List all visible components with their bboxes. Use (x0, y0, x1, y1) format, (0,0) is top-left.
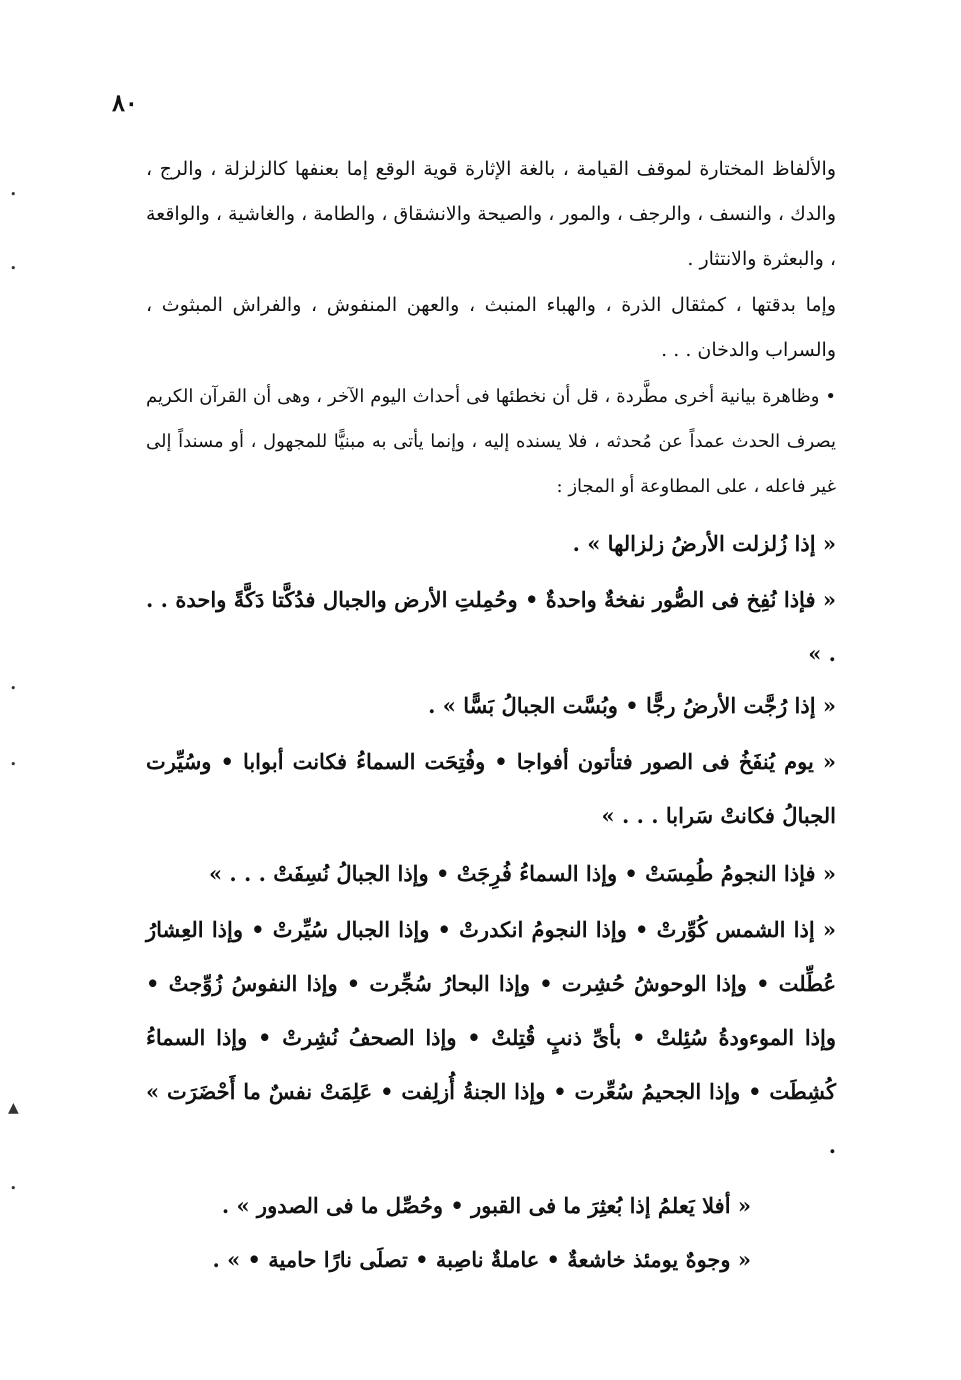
paragraph-passive-voice: • وظاهرة بيانية أخرى مطَّردة ، قل أن نخطئها فى أحداث اليوم الآخر ، وهى أن القرآن الكريم يصرف الحدث عمداً عن مُحدثه ، فلا يسنده إليه ، وإنما يأتى به مبنيًّا للمجهول ، أو مسنداً إلى غير فاعله ، على المطاوعة أو المجاز : (146, 386, 836, 497)
quran-quote-ghashiyah: « وجوهٌ يومئذ خاشعةٌ • عاملةٌ ناصِبة • تصلَى نارًا حامية • » . (212, 1247, 751, 1272)
paragraph-subtlety: وإما بدقتها ، كمثقال الذرة ، والهباء المنبث ، والعهن المنفوش ، والفراش المبثوث ، والسراب والدخان . . . (146, 294, 836, 361)
margin-mark: • (10, 682, 17, 695)
quran-quote-adiyat: « أفلا يَعلمُ إذا بُعثِرَ ما فى القبور • وحُصِّل ما فى الصدور » . (221, 1193, 751, 1218)
paragraph-intensity: والألفاظ المختارة لموقف القيامة ، بالغة الإثارة قوية الوقع إما بعنفها كالزلزلة ، والرج ، والدك ، والنسف ، والرجف ، والمور ، والصيحة والانشقاق ، والطامة ، والغاشية ، والواقعة ، والبعثرة والانتثار . (146, 158, 836, 270)
margin-mark: ▲ (8, 1100, 19, 1116)
quran-quote-takwir: « إذا الشمس كُوِّرتْ • وإذا النجومُ انكدرتْ • وإذا الجبال سُيِّرتْ • وإذا العِشارُ عُطِّلت • وإذا الوحوشُ حُشِرت • وإذا البحارُ سُجِّرت • وإذا النفوسُ زُوِّجتْ • وإذا الموءودةُ سُئِلتْ • بأىِّ ذنبٍ قُتِلتْ • وإذا الصحفُ نُشِرتْ • وإذا السماءُ كُشِطَت • وإذا الجحيمُ سُعِّرت • وإذا الجنةُ أُزلِفت • عَلِمَتْ نفسٌ ما أَحْضَرَت » . (146, 917, 836, 1158)
margin-mark: • (10, 758, 17, 771)
quran-quote-naba: « يوم يُنفَخُ فى الصور فتأتون أفواجا • وفُتِحَت السماءُ فكانت أبوابا • وسُيِّرت الجبالُ فكانتْ سَرابا . . . » (146, 749, 836, 828)
margin-mark: • (10, 262, 17, 275)
margin-mark: • (10, 188, 17, 201)
quran-quote-waqiah: « إذا رُجَّت الأرضُ رجًّا • وبُسَّت الجبالُ بَسًّا » . (428, 693, 836, 718)
quran-quote-zalzalah: « إذا زُلزلت الأرضُ زلزالها » . (572, 531, 836, 556)
quran-quote-mursalat: « فإذا النجومُ طُمِسَتْ • وإذا السماءُ فُرِجَتْ • وإذا الجبالُ نُسِفَتْ . . . » (208, 861, 836, 886)
margin-mark: • (10, 1182, 17, 1195)
page-number: ٨٠ (112, 88, 138, 117)
quran-quote-haqqah: « فإذا نُفِخ فى الصُّور نفخةٌ واحدةٌ • وحُمِلتِ الأرض والجبال فدُكَّتا دَكَّةً واحدة . . . » (146, 587, 836, 666)
